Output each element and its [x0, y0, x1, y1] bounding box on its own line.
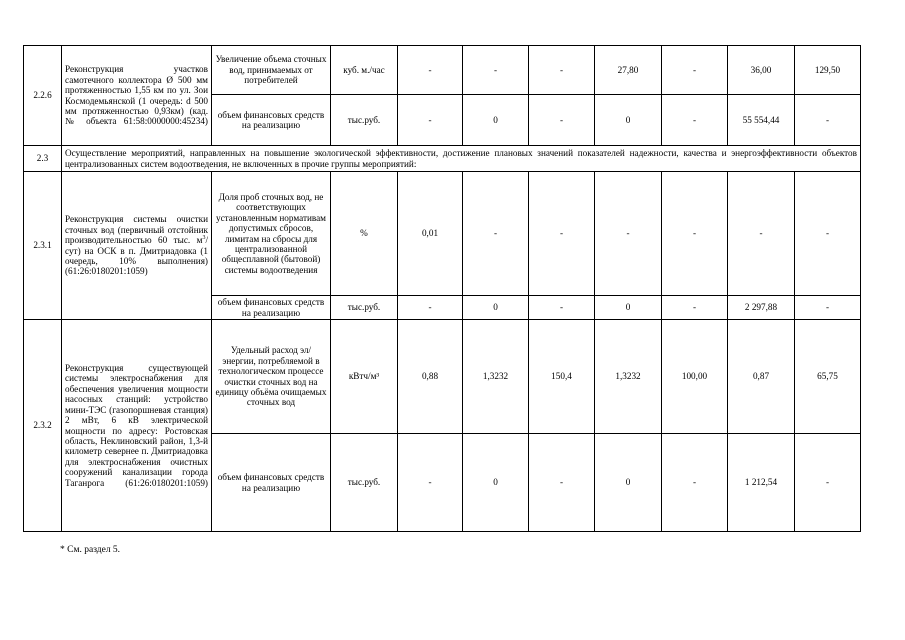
footnote: * См. раздел 5.: [60, 545, 121, 555]
value-cell: -: [463, 172, 529, 296]
value-cell: -: [529, 296, 595, 320]
value-cell: -: [463, 46, 529, 95]
table-row: [24, 46, 861, 95]
indicator-name: Увеличение объема сточных вод, принимаемых от потребителей: [212, 46, 331, 95]
value-cell: -: [529, 172, 595, 296]
table-row: [24, 172, 861, 296]
value-cell: -: [398, 95, 463, 146]
unit: куб. м./час: [331, 46, 398, 95]
value-cell: 0,88: [398, 320, 463, 434]
value-cell: 0,01: [398, 172, 463, 296]
indicator-name: объем финансовых средств на реализацию: [212, 95, 331, 146]
measure-description: Реконструкция системы очистки сточных вод (первичный отстойник производительностью 60 тыс. $м^3/сут$) на ОСК в п. Дмитриадовка (1 очередь, 10% выполнения) (61:26:0180201:1059): [62, 172, 212, 320]
value-cell: -: [398, 434, 463, 532]
row-number: 2.2.6: [24, 46, 62, 146]
value-cell: 150,4: [529, 320, 595, 434]
value-cell: -: [398, 296, 463, 320]
value-cell: 36,00: [728, 46, 795, 95]
unit: тыс.руб.: [331, 434, 398, 532]
value-cell: 0: [463, 296, 529, 320]
value-cell: -: [662, 46, 728, 95]
section-heading: Осуществление мероприятий, направленных на повышение экологической эффективности, достижение плановых значений показателей надежности, качества и энергоэффективности объектов централизованных систем водоотведения, не включенных в прочие группы мероприятий:: [62, 146, 861, 172]
indicator-name: объем финансовых средств на реализацию: [212, 296, 331, 320]
value-cell: -: [529, 95, 595, 146]
value-cell: -: [662, 296, 728, 320]
value-cell: -: [795, 172, 861, 296]
value-cell: -: [662, 172, 728, 296]
unit: кВтч/м³: [331, 320, 398, 434]
value-cell: -: [728, 172, 795, 296]
value-cell: -: [529, 434, 595, 532]
value-cell: 1,3232: [463, 320, 529, 434]
value-cell: -: [529, 46, 595, 95]
unit: тыс.руб.: [331, 95, 398, 146]
value-cell: 0: [463, 95, 529, 146]
row-number: 2.3.1: [24, 172, 62, 320]
value-cell: -: [795, 95, 861, 146]
value-cell: 2 297,88: [728, 296, 795, 320]
row-number: 2.3: [24, 146, 62, 172]
value-cell: 0: [595, 296, 662, 320]
measure-description: Реконструкция участков самотечного коллектора Ø 500 мм протяженностью 1,55 км по ул. Зои Космодемьянской (1 очередь: d 500 мм протяженностью 0,93км) (кад. № объекта 61:58:0000000:45234): [62, 46, 212, 146]
value-cell: -: [595, 172, 662, 296]
value-cell: 100,00: [662, 320, 728, 434]
unit: %: [331, 172, 398, 296]
indicator-name: Доля проб сточных вод, не соответствующих установленным нормативам допустимых сбросов, лимитам на сбросы для централизованной общесплавной (бытовой) системы водоотведения: [212, 172, 331, 296]
unit: тыс.руб.: [331, 296, 398, 320]
value-cell: 1 212,54: [728, 434, 795, 532]
value-cell: 0,87: [728, 320, 795, 434]
value-cell: 129,50: [795, 46, 861, 95]
value-cell: 27,80: [595, 46, 662, 95]
value-cell: -: [398, 46, 463, 95]
value-cell: 0: [463, 434, 529, 532]
measure-description: Реконструкция существующей системы электроснабжения для обеспечения увеличения мощности насосных станций: устройство мини-ТЭС (газопоршневая станция) 2 мВт, 6 кВ электрической мощности по адресу: Ростовская область, Неклиновский район, 1,3-й километр севернее п. Дмитриадовка для электроснабжения очистных сооружений канализации города Таганрога (61:26:0180201:1059): [62, 320, 212, 532]
table-row: [24, 146, 861, 172]
value-cell: 55 554,44: [728, 95, 795, 146]
measures-table: [23, 45, 861, 532]
value-cell: -: [662, 95, 728, 146]
value-cell: -: [795, 296, 861, 320]
value-cell: 0: [595, 95, 662, 146]
table-row: [24, 320, 861, 434]
indicator-name: Удельный расход эл/энергии, потребляемой в технологическом процессе очистки сточных вод на единицу объёма очищаемых сточных вод: [212, 320, 331, 434]
row-number: 2.3.2: [24, 320, 62, 532]
value-cell: 0: [595, 434, 662, 532]
value-cell: -: [795, 434, 861, 532]
value-cell: -: [662, 434, 728, 532]
value-cell: 1,3232: [595, 320, 662, 434]
value-cell: 65,75: [795, 320, 861, 434]
indicator-name: объем финансовых средств на реализацию: [212, 434, 331, 532]
